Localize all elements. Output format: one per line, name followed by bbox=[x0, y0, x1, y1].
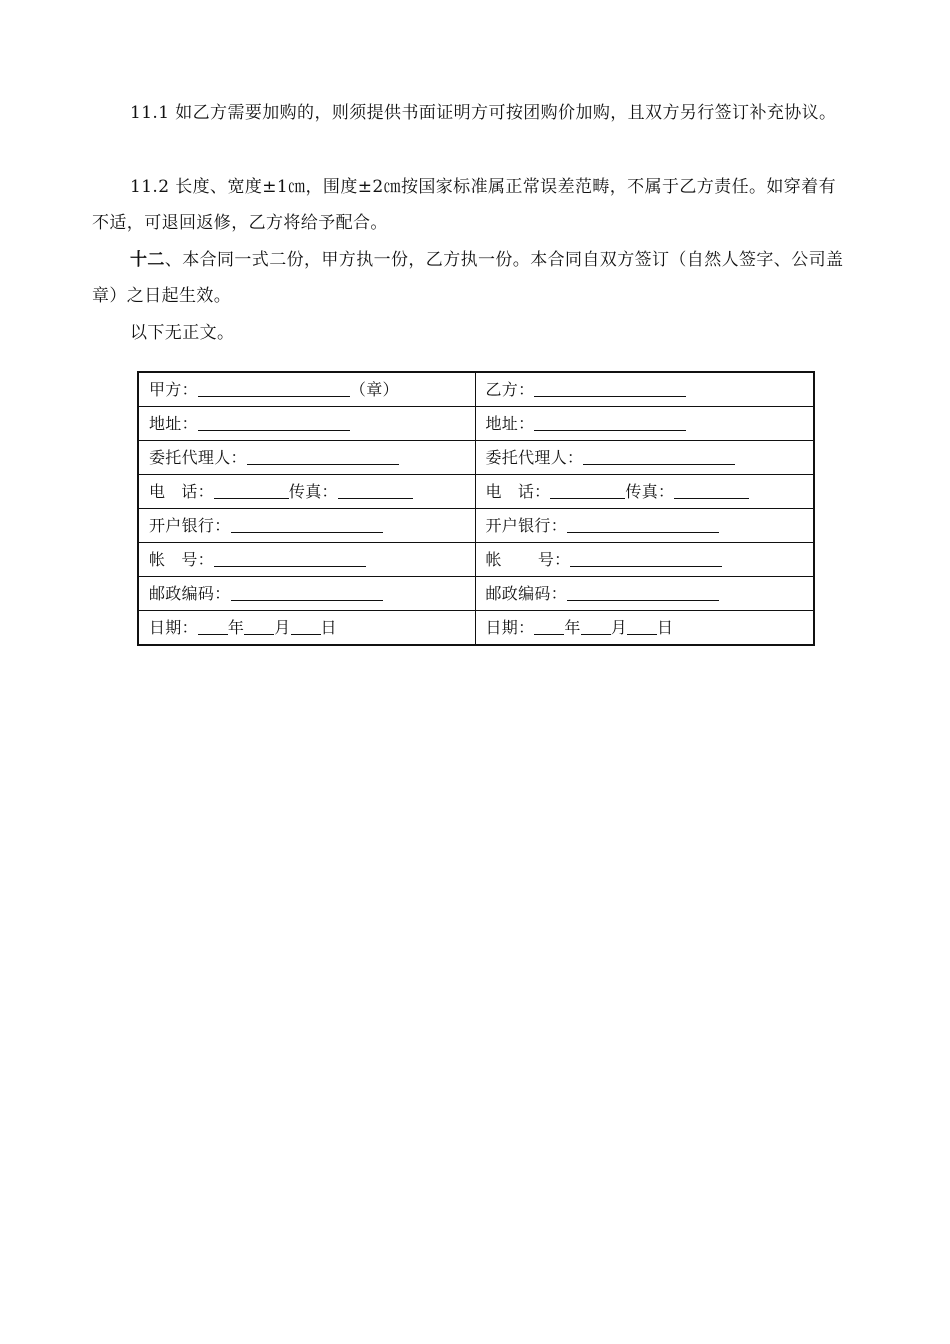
party-a-address-label: 地址： bbox=[149, 414, 198, 433]
table-row bbox=[138, 475, 814, 509]
party-a-account-cell[interactable] bbox=[138, 543, 475, 577]
party-b-account-label-2: 号： bbox=[537, 550, 571, 569]
party-b-postcode-label: 邮政编码： bbox=[485, 584, 568, 603]
table-row bbox=[138, 407, 814, 441]
party-a-agent-blank[interactable] bbox=[247, 446, 399, 465]
party-a-fax-label: 传真： bbox=[288, 482, 338, 501]
party-b-year-label: 年 bbox=[564, 618, 581, 637]
party-b-bank-cell[interactable] bbox=[475, 509, 814, 543]
party-a-year-blank[interactable] bbox=[198, 616, 228, 635]
party-a-day-blank[interactable] bbox=[291, 616, 321, 635]
party-b-phone-label-1: 电 bbox=[485, 482, 502, 501]
party-a-day-label: 日 bbox=[320, 618, 337, 637]
party-b-postcode-cell[interactable] bbox=[475, 577, 814, 611]
table-row bbox=[138, 577, 814, 611]
party-b-fax-label: 传真： bbox=[625, 482, 675, 501]
party-a-seal-label: （章） bbox=[349, 380, 399, 399]
table-row bbox=[138, 543, 814, 577]
party-b-agent-label: 委托代理人： bbox=[485, 448, 584, 467]
party-b-phone-blank[interactable] bbox=[550, 480, 625, 499]
party-b-account-cell[interactable] bbox=[475, 543, 814, 577]
party-a-account-label-2: 号： bbox=[181, 550, 214, 569]
party-b-account-blank[interactable] bbox=[570, 548, 722, 567]
party-a-fax-blank[interactable] bbox=[338, 480, 413, 499]
party-a-bank-blank[interactable] bbox=[231, 514, 383, 533]
party-a-month-label: 月 bbox=[274, 618, 291, 637]
party-b-phone-cell[interactable] bbox=[475, 475, 814, 509]
party-b-postcode-blank[interactable] bbox=[567, 582, 719, 601]
party-a-bank-cell[interactable] bbox=[138, 509, 475, 543]
signature-table bbox=[137, 371, 815, 646]
party-a-phone-cell[interactable] bbox=[138, 475, 475, 509]
party-b-fax-blank[interactable] bbox=[674, 480, 749, 499]
table-row bbox=[138, 441, 814, 475]
party-b-day-blank[interactable] bbox=[627, 616, 657, 635]
party-a-postcode-label: 邮政编码： bbox=[149, 584, 231, 603]
party-b-address-blank[interactable] bbox=[534, 412, 686, 431]
clause-12-heading: 十二 bbox=[130, 250, 165, 270]
party-a-account-blank[interactable] bbox=[214, 548, 366, 567]
party-a-postcode-cell[interactable] bbox=[138, 577, 475, 611]
party-a-address-cell[interactable] bbox=[138, 407, 475, 441]
no-further-text-label: 以下无正文。 bbox=[130, 323, 235, 343]
party-a-agent-label: 委托代理人： bbox=[149, 448, 247, 467]
party-a-year-label: 年 bbox=[227, 618, 245, 637]
party-b-phone-label-2: 话： bbox=[517, 482, 551, 501]
clause-12 bbox=[92, 242, 852, 314]
party-a-date-label: 日期： bbox=[149, 618, 198, 637]
table-row bbox=[138, 509, 814, 543]
party-b-year-blank[interactable] bbox=[534, 616, 564, 635]
party-b-bank-blank[interactable] bbox=[567, 514, 719, 533]
party-b-bank-label: 开户银行： bbox=[485, 516, 568, 535]
party-b-name-blank[interactable] bbox=[534, 378, 686, 397]
clause-11-2 bbox=[92, 169, 852, 241]
party-a-month-blank[interactable] bbox=[244, 616, 274, 635]
party-b-agent-blank[interactable] bbox=[583, 446, 735, 465]
party-a-name-cell[interactable] bbox=[138, 372, 475, 407]
party-a-postcode-blank[interactable] bbox=[231, 582, 383, 601]
table-row bbox=[138, 372, 814, 407]
party-b-month-label: 月 bbox=[610, 618, 628, 637]
table-row bbox=[138, 611, 814, 646]
party-a-phone-blank[interactable] bbox=[214, 480, 289, 499]
party-b-label: 乙方： bbox=[485, 380, 535, 399]
party-a-address-blank[interactable] bbox=[198, 412, 350, 431]
party-a-date-cell[interactable] bbox=[138, 611, 475, 646]
party-a-account-label-1: 帐 bbox=[149, 550, 166, 569]
party-b-date-label: 日期： bbox=[485, 618, 535, 637]
party-b-day-label: 日 bbox=[657, 618, 674, 637]
clause-12-text: 、本合同一式二份，甲方执一份，乙方执一份。本合同自双方签订（自然人签字、公司盖章）之日起生效。 bbox=[92, 250, 844, 306]
party-b-address-cell[interactable] bbox=[475, 407, 814, 441]
party-b-name-cell[interactable] bbox=[475, 372, 814, 407]
party-a-agent-cell[interactable] bbox=[138, 441, 475, 475]
party-b-month-blank[interactable] bbox=[581, 616, 611, 635]
party-a-phone-label-1: 电 bbox=[149, 482, 166, 501]
party-a-phone-label-2: 话： bbox=[181, 482, 214, 501]
clause-11-1 bbox=[92, 95, 852, 131]
party-a-bank-label: 开户银行： bbox=[149, 516, 231, 535]
party-a-label: 甲方： bbox=[149, 380, 198, 399]
party-a-name-blank[interactable] bbox=[198, 378, 350, 397]
party-b-date-cell[interactable] bbox=[475, 611, 814, 646]
clause-11-2-text: 11.2 长度、宽度±1㎝，围度±2㎝按国家标准属正常误差范畴，不属于乙方责任。如穿着有不适，可退回返修，乙方将给予配合。 bbox=[92, 177, 836, 233]
no-further-text bbox=[92, 315, 852, 351]
party-b-agent-cell[interactable] bbox=[475, 441, 814, 475]
clause-11-1-text: 11.1 如乙方需要加购的，则须提供书面证明方可按团购价加购，且双方另行签订补充协议。 bbox=[130, 103, 837, 123]
party-b-account-label-1: 帐 bbox=[485, 550, 502, 569]
party-b-address-label: 地址： bbox=[485, 414, 535, 433]
